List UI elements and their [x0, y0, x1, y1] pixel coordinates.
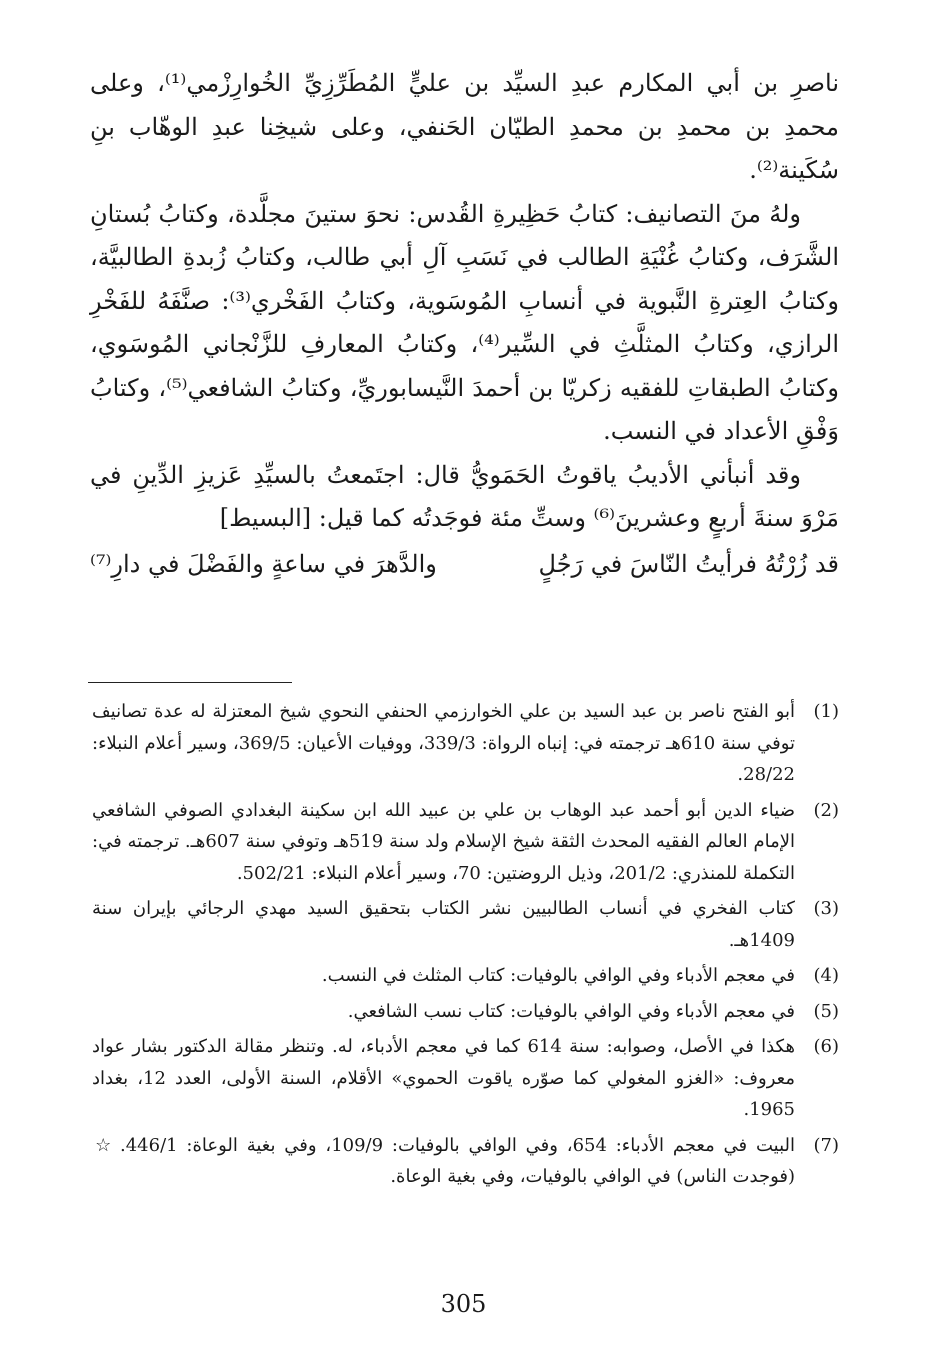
main-text — [90, 62, 839, 586]
footnote-number: (4) — [813, 965, 839, 986]
verse-second-hemistich: والدَّهرَ في ساعةٍ والفَضْلَ في دارِ⁽⁷⁾ — [90, 549, 437, 578]
paragraph-1: ناصرِ بن أبي المكارم عبدِ السيِّد بن عليٍّ المُطَرِّزِيِّ الخُوارِزْمي⁽¹⁾، وعلى محمدِ بن محمدِ بن محمدِ الطيّان الحَنفي، وعلى شيخِنا عبدِ الوهّاب بنِ سُكَينة⁽²⁾. — [90, 69, 840, 184]
paragraph-3: وقد أنبأني الأديبُ ياقوتُ الحَمَويُّ قال: اجتَمعتُ بالسيِّدِ عَزيزِ الدِّينِ في مَرْوَ سنةَ أربعٍ وعشرينَ⁽⁶⁾ وستِّ مئة فوجَدتُه كما قيل: [البسيط] — [90, 460, 839, 532]
verse-first-hemistich: قد زُرْتُهُ فرأيتُ النّاسَ في رَجُلٍ — [538, 549, 839, 578]
footnote-text: البيت في معجم الأدباء: 654، وفي الوافي بالوفيات: 109/9، وفي بغية الوعاة: 446/1. ☆ (فوجدت الناس) في الوافي بالوفيات، وفي بغية الوعاة. — [92, 1134, 795, 1187]
page-number: 305 — [440, 1290, 487, 1318]
footnote — [92, 1031, 839, 1126]
footnote — [92, 996, 839, 1028]
footnote — [92, 696, 839, 791]
footnote — [92, 893, 839, 956]
footnote-text: كتاب الفخري في أنساب الطالبيين نشر الكتاب بتحقيق السيد مهدي الرجائي بإيران سنة 1409هـ. — [92, 898, 795, 951]
footnote — [92, 795, 839, 890]
paragraph-2: ولهُ منَ التصانيف: كتابُ حَظِيرةِ القُدس: نحوَ ستينَ مجلَّدة، وكتابُ بُستانِ الشَّرَف، وكتابُ غُنْيَةِ الطالب في نَسَبِ آلِ أبي طالب، وكتابُ زُبدةِ الطالبيَّة، وكتابُ العِترةِ النَّبوية في أنسابِ المُوسَوية، وكتابُ الفَخْري⁽³⁾: صنَّفَهُ للفَخْرِ الرازي، وكتابُ المثلَّثِ في السِّير⁽⁴⁾، وكتابُ المعارفِ للزَّنْجاني المُوسَوي، وكتابُ الطبقاتِ للفقيه زكريّا بن أحمدَ النَّيسابوريِّ، وكتابُ الشافعي⁽⁵⁾، وكتابُ وَفْقِ الأعداد في النسب. — [90, 199, 840, 445]
footnote-number: (7) — [813, 1134, 839, 1156]
footnote-text: أبو الفتح ناصر بن عبد السيد بن علي الخوارزمي الحنفي النحوي شيخ المعتزلة له عدة تصانيف توفي سنة 610هـ ترجمته في: إنباه الرواة: 339/3، ووفيات الأعيان: 369/5، وسير أعلام النبلاء: 28/22. — [92, 701, 796, 785]
poetry-verse — [90, 543, 839, 587]
footnote-number: (5) — [813, 1000, 839, 1022]
footnote-number: (6) — [813, 1036, 839, 1057]
footnote-text: في معجم الأدباء وفي الوافي بالوفيات: كتاب المثلث في النسب. — [321, 965, 795, 986]
footnote-text: هكذا في الأصل، وصوابه: سنة 614 كما في معجم الأدباء، له. وتنظر مقالة الدكتور بشار عواد معروف: «الغزو المغولي كما صوّره ياقوت الحموي» الأقلام، السنة الأولى، العدد 12، بغداد 1965. — [92, 1036, 795, 1120]
footnote-number: (3) — [813, 898, 839, 919]
footnote — [92, 960, 839, 992]
footnote — [92, 1130, 839, 1193]
footnote-text: ضياء الدين أبو أحمد عبد الوهاب بن علي بن عبيد الله ابن سكينة البغدادي الصوفي الشافعي الإمام العالم الفقيه المحدث الثقة شيخ الإسلام ولد سنة 519هـ وتوفي سنة 607هـ. ترجمته في: التكملة للمنذري: 201/2، وذيل الروضتين: 70، وسير أعلام النبلاء: 502/21. — [92, 799, 795, 884]
footnote-number: (2) — [813, 799, 839, 821]
footnote-text: في معجم الأدباء وفي الوافي بالوفيات: كتاب نسب الشافعي. — [347, 1000, 795, 1022]
footnotes — [92, 696, 839, 1197]
footnote-number: (1) — [813, 701, 839, 722]
footnote-divider — [88, 682, 292, 683]
